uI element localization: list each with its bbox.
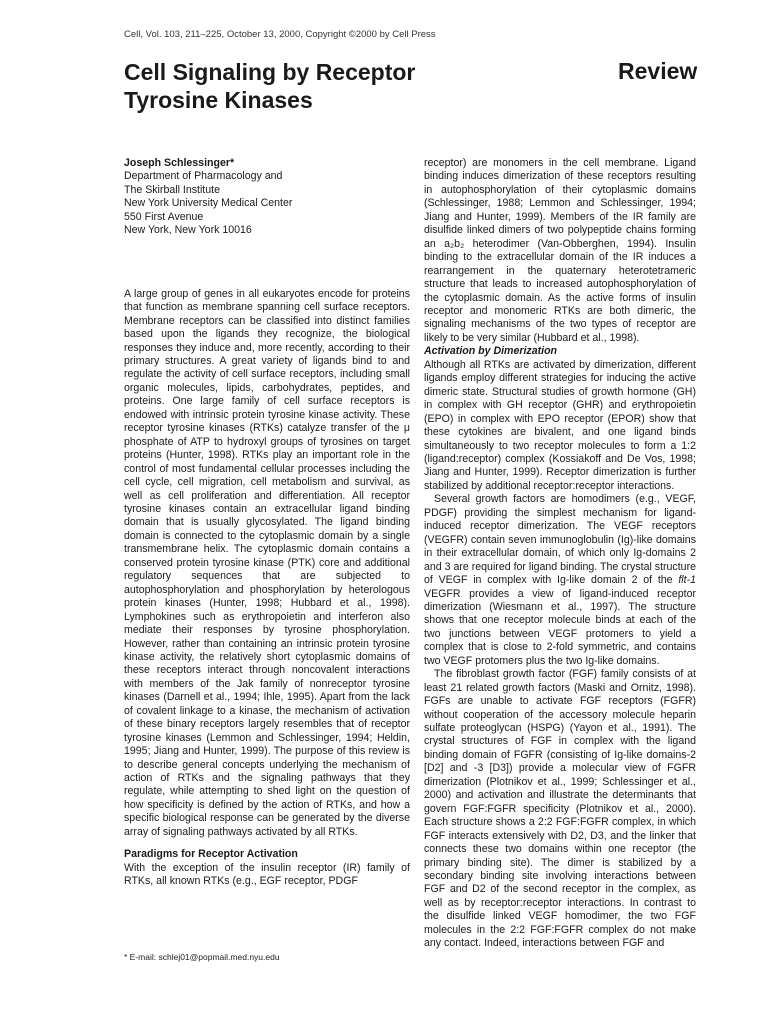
author-name: Joseph Schlessinger*: [124, 157, 235, 169]
affiliation-line: The Skirball Institute: [124, 183, 220, 196]
body-paragraph: The fibroblast growth factor (FGF) family consists of at least 21 related growth factors (Maski and Ornitz, 1998). FGFs are unable to activate FGF receptors (FGFR) without cooperation of the accessory molecule heparin sulfate proteoglycan (HSPG) (Yayon et al., 1991). The crystal structures of FGF in complex with the ligand binding domain of FGFR (consisting of Ig-like domains-2 [D2] and -3 [D3]) provide a molecular view of FGFR dimerization (Plotnikov et al., 1999; Schlessinger et al., 2000) and activation and illustrate the determinants that govern FGF:FGFR specificity (Plotnikov et al., 2000). Each structure shows a 2:2 FGF:FGFR complex, in which FGF interacts extensively with D2, D3, and the linker that connects these two domains within one receptor (the primary binding site). The dimer is stabilized by a secondary binding site involving interactions between FGF and D2 of the second receptor in the complex, as well as by receptor:receptor interactions. In contrast to the disulfide linked VEGF homodimer, the two FGF molecules in the 2:2 FGF:FGFR complex do not make any contact. Indeed, interactions between FGF and: [424, 668, 696, 950]
text-run: VEGFR provides a view of ligand-induced receptor dimerization (Wiesmann et al., 1997). The structure shows that one receptor molecule binds at each of the two junctions between VEGF protomers to yield a complex that is close to 2-fold symmetric, and contains two VEGF protomers plus the two Ig-like domains.: [424, 587, 696, 667]
affiliation-line: 550 First Avenue: [124, 210, 204, 223]
footnote: * E-mail: schlej01@popmail.med.nyu.edu: [124, 952, 280, 962]
body-paragraph: receptor) are monomers in the cell membrane. Ligand binding induces dimerization of these receptors resulting in autophosphorylation of their cytoplasmic domains (Schlessinger, 1988; Lemmon and Schlessinger, 1994; Jiang and Hunter, 1999). Members of the IR family are disulfide linked dimers of two polypeptide chains forming an a₂b₂ heterodimer (Van-Obberghen, 1994). Insulin binding to the extracellular domain of the IR induces a rearrangement in the quaternary heterotetrameric structure that leads to increased autophosphorylation of the cytoplasmic domain. As the active forms of insulin receptor and monomeric RTKs are both dimeric, the signaling mechanisms of the two types of receptor are likely to be very similar (Hubbard et al., 1998).: [424, 157, 696, 344]
affiliation-line: Department of Pharmacology and: [124, 170, 283, 183]
text-run: Several growth factors are homodimers (e.g., VEGF, PDGF) providing the simplest mechanism for ligand-induced receptor dimerization. The VEGF receptors (VEGFR) contain seven immunoglobulin (Ig)-like domains in their extracellular domain, of which only Ig-domains 2 and 3 are required for ligand binding. The crystal structure of VEGF in complex with Ig-like domain 2 of the: [424, 493, 696, 587]
section-label: Review: [618, 58, 698, 84]
section-heading: Activation by Dimerization: [424, 345, 558, 358]
body-paragraph: Although all RTKs are activated by dimerization, different ligands employ different strategies for inducing the active dimeric state. Structural studies of growth hormone (GH) in complex with GH receptor (GHR) and erythropoietin (EPO) in complex with EPO receptor (EPOR) show that these cytokines are bivalent, and one ligand binds simultaneously to two receptor molecules to form a 1:2 (ligand:receptor) complex (Kossiakoff and De Vos, 1998; Jiang and Hunter, 1999). Receptor dimerization is further stabilized by additional receptor:receptor interactions.: [424, 358, 696, 492]
body-paragraph: [424, 493, 696, 668]
affiliation-line: New York University Medical Center: [124, 197, 293, 210]
section-heading: Paradigms for Receptor Activation: [124, 848, 298, 861]
intro-paragraph: A large group of genes in all eukaryotes encode for proteins that function as membrane spanning cell surface receptors. Membrane receptors can be classified into distinct families based upon the ligands they recognize, the biological responses they induce and, more recently, according to their primary structures. A great variety of ligands bind to and regulate the activity of cell surface receptors, including small organic molecules, lipids, carbohydrates, peptides, and proteins. One large family of cell surface receptors is endowed with intrinsic protein tyrosine kinase activity. These receptor tyrosine kinases (RTKs) catalyze transfer of the μ phosphate of ATP to hydroxyl groups of tyrosines on target proteins (Hunter, 1998). RTKs play an important role in the control of most fundamental cellular processes including the cell cycle, cell migration, cell metabolism and survival, as well as cell proliferation and differentiation. All receptor tyrosine kinases contain an extracellular ligand binding domain that is usually glycosylated. The ligand binding domain is connected to the cytoplasmic domain by a single transmembrane helix. The cytoplasmic domain contains a conserved protein tyrosine kinase (PTK) core and additional regulatory sequences that are subjected to autophosphorylation and phosphorylation by heterologous protein kinases (Hunter, 1998; Hubbard et al., 1998). Lymphokines such as erythropoietin and interferon also mediate their responses by tyrosine phosphorylation. However, rather than containing an intrinsic protein tyrosine kinase activity, the relatively short cytoplasmic domains of these receptors interact through noncovalent interactions with members of the Jak family of nonreceptor tyrosine kinases (Darnell et al., 1994; Ihle, 1995). Apart from the lack of covalent linkage to a kinase, the mechanism of activation of these binary receptors largely resembles that of receptor tyrosine kinases (Lemmon and Schlessinger, 1994; Heldin, 1995; Jiang and Hunter, 1999). The purpose of this review is to describe general concepts underlying the mechanism of action of RTKs and the signaling pathways that they regulate, while attempting to shed light on the question of how specificity is defined by the action of RTKs, and how a specific biological response can be generated by the diverse array of signaling pathways activated by all RTKs.: [124, 287, 410, 838]
left-column: [124, 157, 410, 889]
author-affiliation: [124, 170, 410, 237]
gene-name: flt-1: [678, 574, 696, 587]
body-paragraph: With the exception of the insulin receptor (IR) family of RTKs, all known RTKs (e.g., EGF receptor, PDGF: [124, 861, 410, 888]
citation-line: Cell, Vol. 103, 211–225, October 13, 2000, Copyright ©2000 by Cell Press: [124, 29, 436, 40]
right-column: [424, 157, 696, 951]
affiliation-line: New York, New York 10016: [124, 224, 252, 237]
article-title: Cell Signaling by Receptor Tyrosine Kinases: [124, 59, 416, 113]
